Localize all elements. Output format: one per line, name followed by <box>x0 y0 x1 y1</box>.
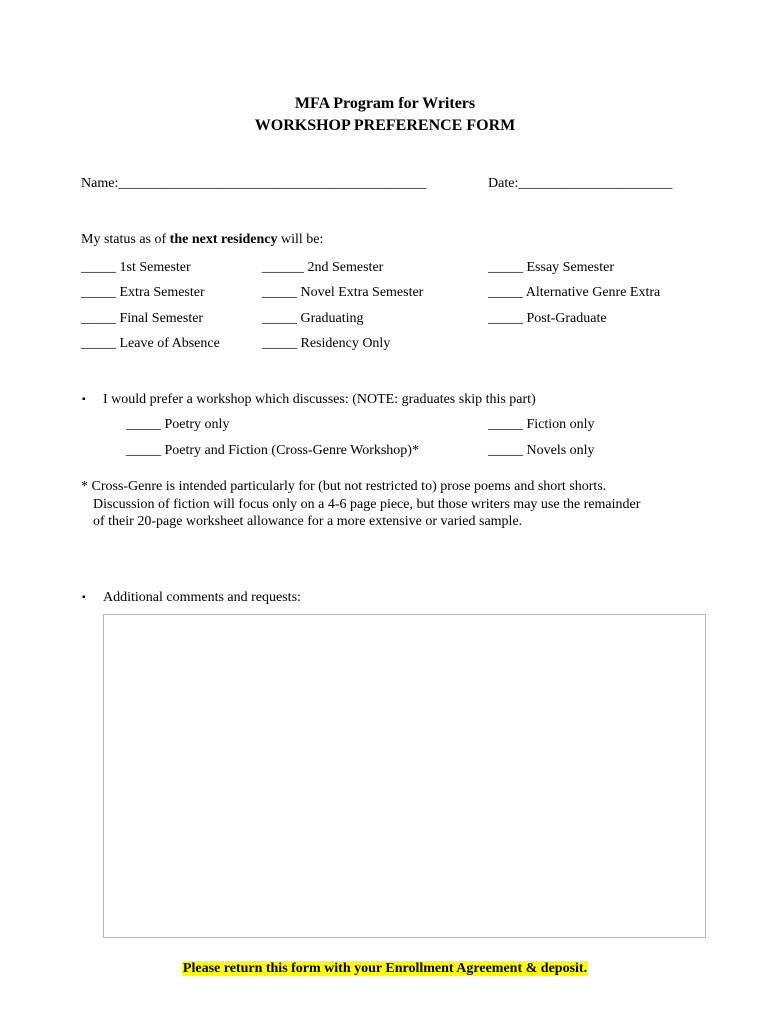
status-option-graduating[interactable] <box>262 310 363 328</box>
comments-label: Additional comments and requests: <box>103 590 301 605</box>
option-blank[interactable]: _____ <box>81 285 116 300</box>
status-prompt: My status as of the next residency will be: <box>81 232 324 247</box>
option-label: Final Semester <box>119 311 204 326</box>
option-label: Graduating <box>300 311 364 326</box>
option-blank[interactable]: _____ <box>262 285 297 300</box>
option-blank[interactable]: _____ <box>488 311 523 326</box>
option-label: 1st Semester <box>119 260 191 275</box>
option-label: Novel Extra Semester <box>300 285 424 300</box>
name-label: Name: <box>81 176 119 191</box>
option-blank[interactable]: _____ <box>81 260 116 275</box>
option-blank[interactable]: _____ <box>262 311 297 326</box>
status-prompt-emphasis: the next residency <box>169 232 278 247</box>
cross-genre-note-line-2: Discussion of fiction will focus only on a 4-6 page piece, but those writers may use the remainder <box>93 497 641 512</box>
cross-genre-note-line-3: of their 20-page worksheet allowance for a more extensive or varied sample. <box>93 514 523 529</box>
status-option-residency-only[interactable] <box>262 335 390 353</box>
option-blank[interactable]: _____ <box>81 336 116 351</box>
status-option-2nd-semester[interactable] <box>262 259 383 277</box>
workshop-option-novels-only[interactable] <box>488 442 595 460</box>
footer-notice <box>0 960 770 978</box>
option-blank[interactable]: ______ <box>262 260 304 275</box>
option-label: Leave of Absence <box>119 336 220 351</box>
option-label: Post-Graduate <box>526 311 607 326</box>
option-label: Alternative Genre Extra <box>525 285 661 300</box>
name-field[interactable] <box>81 175 426 193</box>
option-label: Fiction only <box>526 417 595 432</box>
date-input-line[interactable]: ______________________ <box>518 176 673 191</box>
status-option-novel-extra-semester[interactable] <box>262 284 423 302</box>
workshop-option-fiction-only[interactable] <box>488 416 595 434</box>
option-label: Residency Only <box>300 336 391 351</box>
status-option-leave-of-absence[interactable] <box>81 335 220 353</box>
date-field[interactable] <box>488 175 672 193</box>
option-blank[interactable]: _____ <box>81 311 116 326</box>
date-label: Date: <box>488 176 519 191</box>
option-blank[interactable]: _____ <box>488 260 523 275</box>
form-subtitle: WORKSHOP PREFERENCE FORM <box>254 117 516 134</box>
status-option-extra-semester[interactable] <box>81 284 205 302</box>
status-option-final-semester[interactable] <box>81 310 203 328</box>
return-form-notice: Please return this form with your Enrollment Agreement & deposit. <box>182 961 588 976</box>
option-blank[interactable]: _____ <box>488 285 523 300</box>
option-label: 2nd Semester <box>307 260 384 275</box>
option-blank[interactable]: _____ <box>488 443 523 458</box>
option-blank[interactable]: _____ <box>126 417 161 432</box>
bullet-icon: ▪ <box>82 592 86 603</box>
form-title: MFA Program for Writers <box>294 95 476 112</box>
workshop-option-cross-genre[interactable] <box>126 442 419 460</box>
option-label: Extra Semester <box>119 285 205 300</box>
status-option-essay-semester[interactable] <box>488 259 614 277</box>
bullet-icon: ▪ <box>82 394 86 405</box>
option-label: Essay Semester <box>526 260 614 275</box>
comments-textarea[interactable] <box>103 614 706 938</box>
workshop-option-poetry-only[interactable] <box>126 416 229 434</box>
name-input-line[interactable]: ____________________________________________ <box>118 176 427 191</box>
status-option-1st-semester[interactable] <box>81 259 191 277</box>
workshop-prompt: I would prefer a workshop which discusses: (NOTE: graduates skip this part) <box>103 392 536 407</box>
option-label: Poetry and Fiction (Cross-Genre Workshop)* <box>164 443 419 458</box>
option-label: Novels only <box>526 443 595 458</box>
option-blank[interactable]: _____ <box>488 417 523 432</box>
status-option-alternative-genre-extra[interactable] <box>488 284 660 302</box>
cross-genre-note-line-1: * Cross-Genre is intended particularly for (but not restricted to) prose poems and short shorts. <box>81 479 607 494</box>
option-label: Poetry only <box>164 417 230 432</box>
status-option-post-graduate[interactable] <box>488 310 607 328</box>
option-blank[interactable]: _____ <box>262 336 297 351</box>
option-blank[interactable]: _____ <box>126 443 161 458</box>
